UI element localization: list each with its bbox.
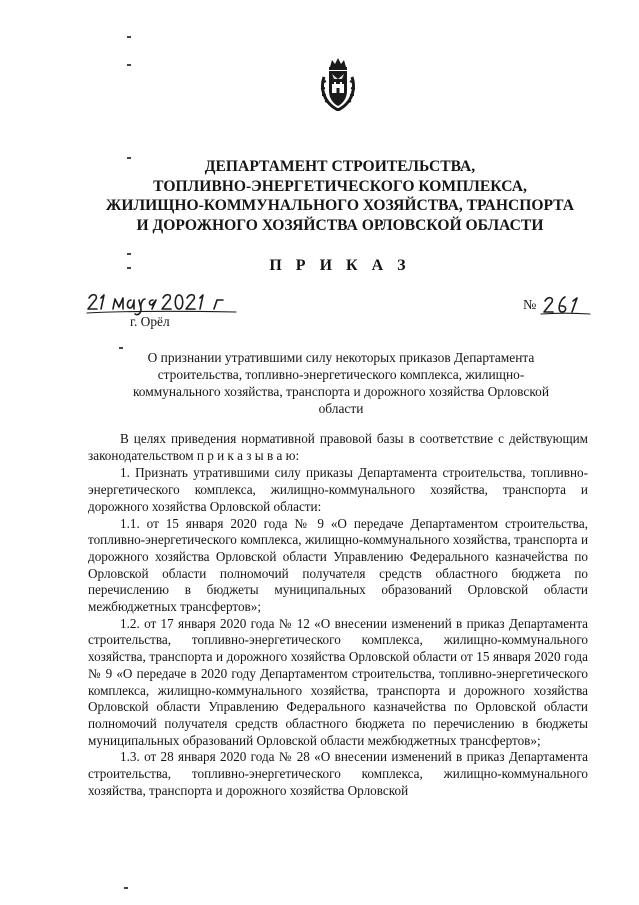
order-subject-line: О признании утратившими силу некоторых приказов Департамента <box>147 350 535 365</box>
scan-speck <box>127 64 131 66</box>
preamble-paragraph: В целях приведения нормативной правовой базы в соответствие с действующим законодательством п р и к а з ы в а ю: <box>88 431 588 463</box>
clause-1-2: 1.2. от 17 января 2020 года № 12 «О внесении изменений в приказ Департамента строительства, топливно-энергетического комплекса, жилищно-коммунального хозяйства, транспорта и дорожного хозяйства Орловской области от 15 января 2020 года № 9 «О передаче в 2020 году Департаментом строительства, топливно-энергетического комплекса, жилищно-коммунального хозяйства, транспорта и дорожного хозяйства Орловской области Управлению Федерального казначейства по Орловской области полномочий получателя средств областного бюджета по перечислению в бюджеты муниципальных образований Орловской области межбюджетных трансфертов»; <box>88 615 588 748</box>
scan-speck <box>124 887 128 889</box>
order-subject-line: коммунального хозяйства, транспорта и дорожного хозяйства Орловской <box>132 384 550 399</box>
handwritten-order-number <box>540 292 592 318</box>
orel-oblast-coat-of-arms-icon <box>318 57 358 111</box>
order-subject-line: строительства, топливно-энергетического комплекса, жилищно- <box>157 367 525 382</box>
handwritten-date <box>86 289 238 317</box>
department-name-line: ДЕПАРТАМЕНТ СТРОИТЕЛЬСТВА, <box>204 158 476 175</box>
city: г. Орёл <box>130 314 170 329</box>
order-number-prefix: № <box>523 298 537 313</box>
clause-1-1: 1.1. от 15 января 2020 года № 9 «О передаче Департаментом строительства, топливно-энергетического комплекса, жилищно-коммунального хозяйства, транспорта и дорожного хозяйства Орловской области Управлению Федерального казначейства по Орловской области полномочий получателя средств областного бюджета по перечислению в бюджеты муниципальных образований Орловской области межбюджетных трансфертов»; <box>88 515 588 615</box>
scan-speck <box>127 36 131 38</box>
department-name-line: ЖИЛИЩНО-КОММУНАЛЬНОГО ХОЗЯЙСТВА, ТРАНСПОРТА <box>105 197 575 214</box>
department-name-line: ТОПЛИВНО-ЭНЕРГЕТИЧЕСКОГО КОМПЛЕКСА, <box>153 177 527 195</box>
scan-speck <box>127 253 131 255</box>
order-body <box>88 431 588 799</box>
order-subject <box>93 349 589 417</box>
department-name-line: И ДОРОЖНОГО ХОЗЯЙСТВА ОРЛОВСКОЙ ОБЛАСТИ <box>136 216 544 234</box>
clause-1: 1. Признать утратившими силу приказы Департамента строительства, топливно-энергетического комплекса, жилищно-коммунального хозяйства, транспорта и дорожного хозяйства Орловской области: <box>88 465 588 514</box>
order-subject-line: области <box>318 401 364 416</box>
department-name <box>60 157 620 235</box>
order-title: П Р И К А З <box>269 257 411 274</box>
clause-1-3: 1.3. от 28 января 2020 года № 28 «О внесении изменений в приказ Департамента строительства, топливно-энергетического комплекса, жилищно-коммунального хозяйства, транспорта и дорожного хозяйства Орловской <box>88 749 588 798</box>
